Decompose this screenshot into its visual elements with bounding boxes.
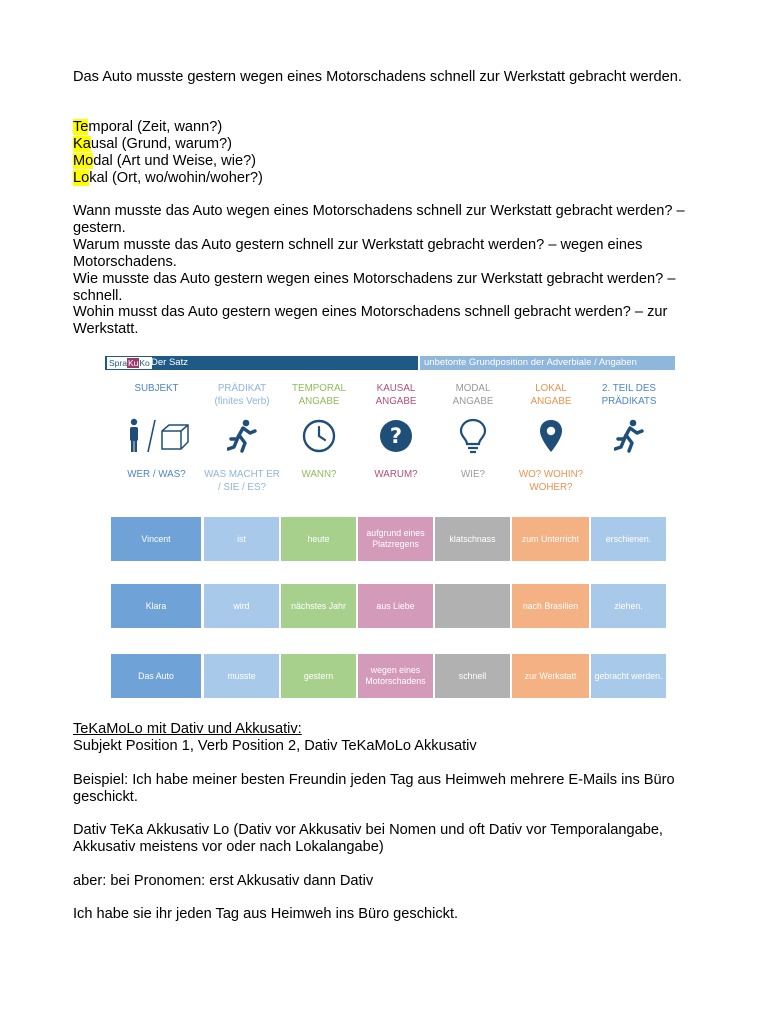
- clock-icon: [281, 416, 357, 456]
- column-header-line2: ANGABE: [298, 396, 340, 407]
- location-pin-icon: [513, 416, 589, 456]
- column-header: [435, 382, 511, 408]
- diagram-title-bar: [105, 356, 418, 370]
- question-wohin: Wohin musst das Auto gestern wegen eines Motorschadens schnell gebracht werden? – zur Werkstatt.: [73, 304, 668, 337]
- column-header-line1: PRÄDIKAT: [217, 383, 267, 394]
- question-wie: Wie musste das Auto gestern wegen eines Motorschadens zur Werkstatt gebracht werden? – schnell.: [73, 271, 676, 304]
- column-header-line1: LOKAL: [535, 383, 567, 394]
- column-header-line2: ANGABE: [452, 396, 494, 407]
- column-question: WAS MACHT ER / SIE / ES?: [204, 469, 280, 493]
- sentence-cell: Vincent: [111, 517, 201, 561]
- column-header: [358, 382, 434, 408]
- term-lokal-highlight: Lo: [73, 170, 90, 186]
- sentence-cell: ist: [204, 517, 279, 561]
- sentence-cell: nach Brasilien: [512, 584, 589, 628]
- column-header: [281, 382, 357, 408]
- column-header: [591, 382, 667, 408]
- tekamolo-heading: TeKaMoLo mit Dativ und Akkusativ:: [73, 721, 302, 737]
- sentence-cell: erschienen.: [591, 517, 666, 561]
- question-wann: Wann musste das Auto wegen eines Motorschadens schnell zur Werkstatt gebracht werden? – gestern.: [73, 203, 685, 236]
- running-person-icon: [204, 416, 280, 456]
- sentence-cell: klatschnass: [435, 517, 510, 561]
- dativ-akkusativ-rule: Dativ TeKa Akkusativ Lo (Dativ vor Akkusativ bei Nomen und oft Dativ vor Temporalangabe, Akkusativ meistens vor oder nach Lokalangabe): [73, 822, 663, 855]
- svg-text:?: ?: [389, 424, 403, 448]
- term-temporal-highlight: Te: [73, 119, 89, 135]
- term-lokal: [73, 170, 698, 187]
- column-question: WER / WAS?: [127, 469, 186, 480]
- question-icon: [358, 416, 434, 456]
- sentence-cell: wegen eines Motorschadens: [358, 654, 433, 698]
- column-header-line1: MODAL: [455, 383, 491, 394]
- sprakuko-logo: [107, 357, 152, 369]
- column-header-line1: SUBJEKT: [134, 383, 179, 394]
- person-box-icon: [119, 416, 195, 456]
- term-temporal: [73, 119, 698, 136]
- column-header: [119, 382, 195, 395]
- column-header-line1: TEMPORAL: [292, 383, 346, 394]
- intro-sentence: Das Auto musste gestern wegen eines Motorschadens schnell zur Werkstatt gebracht werden.: [73, 69, 682, 85]
- column-header-line1: KAUSAL: [376, 383, 416, 394]
- term-temporal-rest: mporal (Zeit, wann?): [88, 119, 223, 135]
- sentence-cell: wird: [204, 584, 279, 628]
- term-kausal: [73, 136, 698, 153]
- column-question: WIE?: [461, 469, 485, 480]
- sentence-cell: Das Auto: [111, 654, 201, 698]
- sentence-cell: zum Unterricht: [512, 517, 589, 561]
- column-header: [513, 382, 589, 408]
- column-header-line2: ANGABE: [375, 396, 417, 407]
- sentence-cell: musste: [204, 654, 279, 698]
- column-header-line2: ANGABE: [530, 396, 572, 407]
- term-kausal-highlight: Ka: [73, 136, 91, 152]
- pronoun-rule: aber: bei Pronomen: erst Akkusativ dann Dativ: [73, 873, 374, 889]
- diagram-subtitle: unbetonte Grundposition der Adverbiale / Angaben: [420, 356, 675, 370]
- final-example: Ich habe sie ihr jeden Tag aus Heimweh ins Büro geschickt.: [73, 906, 459, 922]
- column-header-line2: (finites Verb): [214, 396, 270, 407]
- running-person-icon: [591, 416, 667, 456]
- column-question: WANN?: [301, 469, 337, 480]
- sentence-cell: gestern: [281, 654, 356, 698]
- logo-part-ko: Ko: [139, 358, 150, 368]
- term-modal-highlight: Mo: [73, 153, 94, 169]
- sentence-cell: [435, 584, 510, 628]
- sentence-cell: Klara: [111, 584, 201, 628]
- sentence-cell: ziehen.: [591, 584, 666, 628]
- column-question: WO? WOHIN? WOHER?: [518, 469, 584, 493]
- term-lokal-rest: kal (Ort, wo/wohin/woher?): [89, 170, 263, 186]
- lightbulb-icon: [435, 416, 511, 456]
- sentence-cell: nächstes Jahr: [281, 584, 356, 628]
- satz-diagram: [73, 352, 695, 705]
- sentence-cell: aufgrund eines Platzregens: [358, 517, 433, 561]
- column-header: [204, 382, 280, 408]
- sentence-cell: aus Liebe: [358, 584, 433, 628]
- column-header-line1: 2. TEIL DES: [602, 383, 656, 394]
- term-modal: [73, 153, 698, 170]
- tekamolo-rule-line: Subjekt Position 1, Verb Position 2, Dativ TeKaMoLo Akkusativ: [73, 738, 477, 754]
- logo-part-spra: Spra: [109, 358, 127, 368]
- term-modal-rest: dal (Art und Weise, wie?): [93, 153, 257, 169]
- column-question: WARUM?: [374, 469, 418, 480]
- sentence-cell: zur Werkstatt: [512, 654, 589, 698]
- column-header-line2: PRÄDIKATS: [601, 396, 657, 407]
- sentence-cell: gebracht werden.: [591, 654, 666, 698]
- question-warum: Warum musste das Auto gestern schnell zur Werkstatt gebracht werden? – wegen eines Motorschadens.: [73, 237, 643, 270]
- logo-part-ku: Ku: [127, 358, 139, 368]
- sentence-cell: heute: [281, 517, 356, 561]
- diagram-title: Der Satz: [151, 357, 188, 368]
- sentence-cell: schnell: [435, 654, 510, 698]
- term-kausal-rest: usal (Grund, warum?): [90, 136, 232, 152]
- example-sentence: Beispiel: Ich habe meiner besten Freundin jeden Tag aus Heimweh mehrere E-Mails ins Büro geschickt.: [73, 772, 675, 805]
